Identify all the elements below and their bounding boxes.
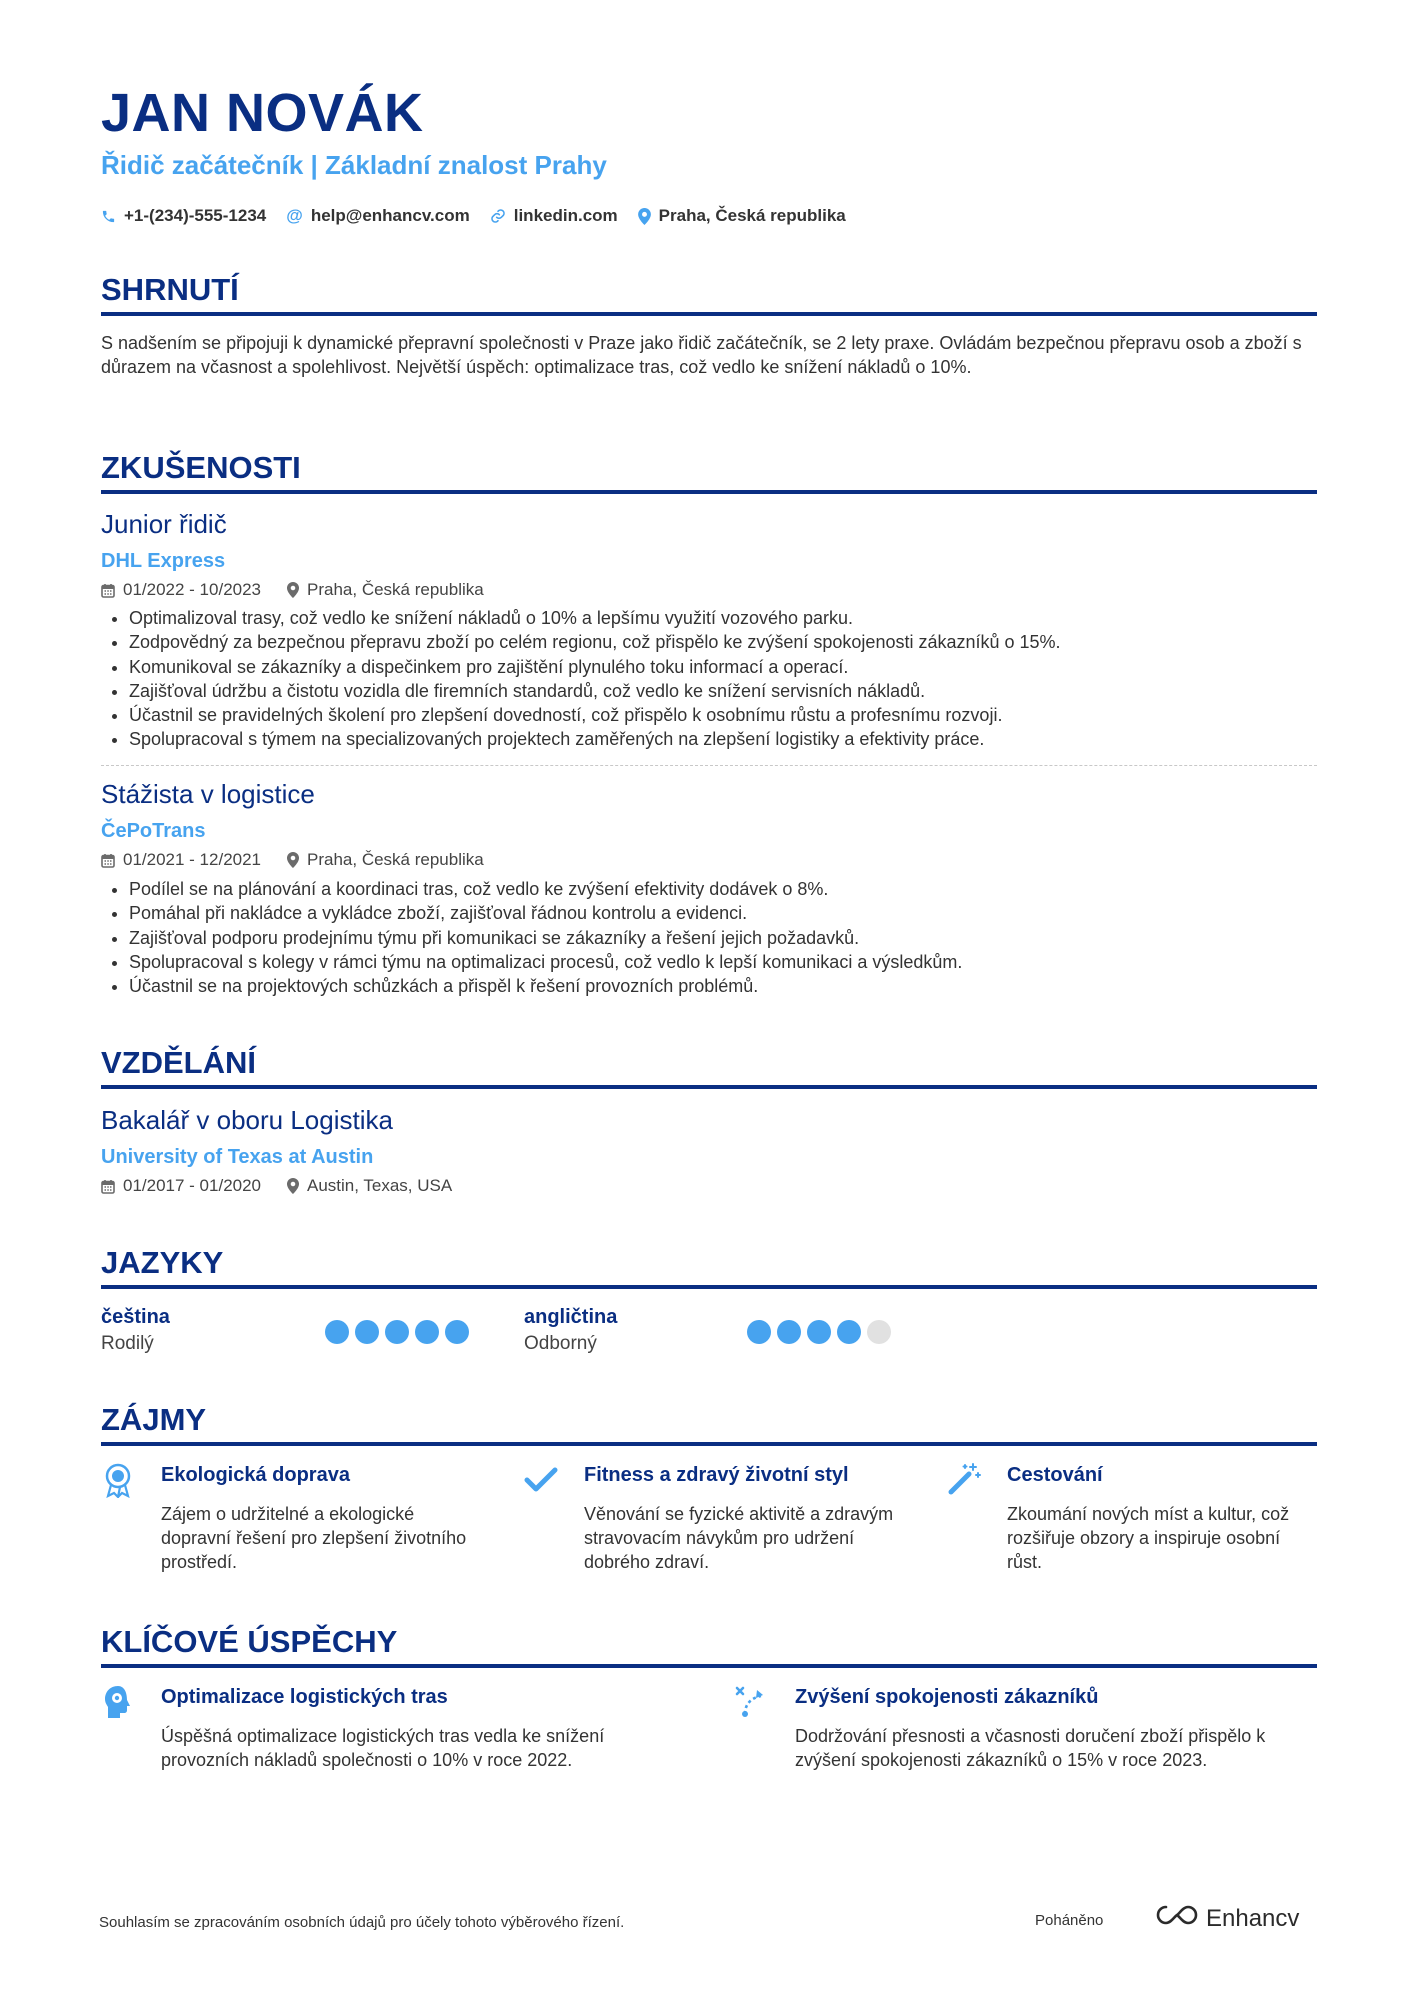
rating-dot-filled (747, 1320, 771, 1344)
rating-dot-filled (415, 1320, 439, 1344)
infinity-logo-icon (1154, 1903, 1200, 1934)
bullet-item: • Spolupracoval s kolegy v rámci týmu na optimalizaci procesů, což vedlo k lepší komunikaci a výsledkům. (129, 950, 1319, 974)
rating-dot-filled (445, 1320, 469, 1344)
bullet-item: • Podílel se na plánování a koordinaci tras, což vedlo ke zvýšení efektivity dodávek o 8%. (129, 877, 1319, 901)
section-title-interests: ZÁJMY (101, 1402, 1317, 1446)
interest-desc: Zájem o udržitelné a ekologické dopravní řešení pro zlepšení životního prostředí. (161, 1504, 467, 1572)
map-pin-icon (287, 852, 299, 868)
calendar-icon (101, 1179, 115, 1194)
job-location (287, 850, 484, 870)
bullet-item: • Zajišťoval podporu prodejnímu týmu při komunikaci se zákazníky a řešení jejich požadavků. (129, 926, 1319, 950)
job-meta (101, 850, 484, 870)
rating-dot-empty (867, 1320, 891, 1344)
contact-email[interactable] (286, 206, 470, 226)
at-icon: @ (286, 206, 303, 225)
degree-title: Bakalář v oboru Logistika (101, 1105, 393, 1135)
achievement-title: Optimalizace logistických tras (161, 1686, 448, 1708)
checkmark-icon (524, 1462, 558, 1496)
rating-dot-filled (355, 1320, 379, 1344)
job-dates (101, 580, 261, 600)
language-item (101, 1306, 170, 1355)
bullet-item: • Pomáhal při nakládce a vykládce zboží, zajišťoval řádnou kontrolu a evidenci. (129, 901, 1319, 925)
phone-icon (101, 209, 116, 224)
achievement-desc: Úspěšná optimalizace logistických tras vedla ke snížení provozních nákladů společnosti o 10% v roce 2022. (161, 1726, 605, 1770)
rating-dot-filled (837, 1320, 861, 1344)
email-text: help@enhancv.com (310, 206, 470, 225)
rating-dot-filled (325, 1320, 349, 1344)
interest-title: Cestování (1007, 1464, 1103, 1486)
bullet-item: • Zodpovědný za bezpečnou přepravu zboží po celém regionu, což přispělo ke zvýšení spokojenosti zákazníků o 15%. (129, 630, 1319, 654)
strategy-path-icon (735, 1684, 769, 1718)
section-title-languages: JAZYKY (101, 1245, 1317, 1289)
calendar-icon (101, 583, 115, 598)
brand-name: Enhancv (1206, 1904, 1300, 1932)
section-title-experience: ZKUŠENOSTI (101, 450, 1317, 494)
language-item (524, 1306, 617, 1355)
powered-by-label: Poháněno (1035, 1912, 1104, 1929)
language-name: čeština (101, 1306, 170, 1328)
education-dates (101, 1176, 261, 1196)
linkedin-text: linkedin.com (513, 206, 618, 225)
achievement-item (735, 1684, 1317, 1794)
achievement-title: Zvýšení spokojenosti zákazníků (795, 1686, 1099, 1708)
interest-item (524, 1462, 924, 1582)
language-level: Rodilý (101, 1333, 154, 1354)
contact-location (638, 206, 846, 226)
interest-title: Fitness a zdravý životní styl (584, 1464, 849, 1486)
bullet-item: • Komunikoval se zákazníky a dispečinkem pro zajištění plynulého toku informací a operací. (129, 655, 1319, 679)
job-divider (101, 765, 1317, 766)
map-pin-icon (287, 1178, 299, 1194)
headline: Řidič začátečník | Základní znalost Prahy (101, 150, 607, 180)
interest-desc: Zkoumání nových míst a kultur, což rozšiřuje obzory a inspiruje osobní růst. (1007, 1504, 1290, 1572)
section-title-summary: SHRNUTÍ (101, 272, 1317, 316)
contact-linkedin[interactable] (490, 206, 618, 226)
calendar-icon (101, 853, 115, 868)
bullet-item: • Účastnil se pravidelných školení pro zlepšení dovedností, což přispělo k osobnímu růstu a profesnímu rozvoji. (129, 703, 1319, 727)
brain-head-icon (101, 1684, 135, 1718)
candidate-name: JAN NOVÁK (101, 83, 424, 143)
achievement-item (101, 1684, 701, 1794)
award-ribbon-icon (101, 1462, 135, 1496)
education-location-text: Austin, Texas, USA (307, 1176, 453, 1195)
interest-title: Ekologická doprava (161, 1464, 350, 1486)
job-dates (101, 850, 261, 870)
map-pin-icon (287, 582, 299, 598)
job-role: Junior řidič (101, 509, 227, 539)
interest-desc: Věnování se fyzické aktivitě a zdravým stravovacím návykům pro udržení dobrého zdraví. (584, 1504, 894, 1572)
magic-wand-icon (947, 1462, 981, 1496)
job-location-text: Praha, Česká republika (307, 580, 484, 599)
rating-dot-filled (777, 1320, 801, 1344)
school-name: University of Texas at Austin (101, 1146, 374, 1168)
interest-item (101, 1462, 501, 1582)
interest-item (947, 1462, 1317, 1582)
education-meta (101, 1176, 452, 1196)
education-dates-text: 01/2017 - 01/2020 (123, 1176, 262, 1195)
bullet-item: • Optimalizoval trasy, což vedlo ke snížení nákladů o 10% a lepšímu využití vozového parku. (129, 606, 1319, 630)
section-title-achievements: KLÍČOVÉ ÚSPĚCHY (101, 1624, 1317, 1668)
job-meta (101, 580, 484, 600)
education-location (287, 1176, 452, 1196)
job-role: Stážista v logistice (101, 779, 315, 809)
phone-text: +1-(234)-555-1234 (124, 206, 267, 225)
contact-phone[interactable] (101, 206, 266, 226)
location-text: Praha, Česká republika (658, 206, 846, 225)
achievement-desc: Dodržování přesnosti a včasnosti doručení zboží přispělo k zvýšení spokojenosti zákazníků o 15% v roce 2023. (795, 1726, 1266, 1770)
consent-note: Souhlasím se zpracováním osobních údajů pro účely tohoto výběrového řízení. (99, 1914, 625, 1931)
rating-dot-filled (807, 1320, 831, 1344)
job-location (287, 580, 484, 600)
contact-bar (101, 206, 846, 226)
job-company: ČePoTrans (101, 820, 206, 842)
summary-text: S nadšením se připojuji k dynamické přepravní společnosti v Praze jako řidič začátečník, se 2 lety praxe. Ovládám bezpečnou přepravu osob a zboží s důrazem na včasnost a spolehlivost. Největší úspěch: optimalizace tras, což vedlo ke snížení nákladů o 10%. (101, 333, 1302, 377)
job-location-text: Praha, Česká republika (307, 850, 484, 869)
language-level: Odborný (524, 1333, 597, 1354)
language-rating (747, 1320, 891, 1344)
link-icon (490, 208, 506, 224)
job-bullets (101, 606, 1319, 752)
section-title-education: VZDĚLÁNÍ (101, 1045, 1317, 1089)
language-name: angličtina (524, 1306, 618, 1328)
job-dates-text: 01/2021 - 12/2021 (123, 850, 262, 869)
job-bullets (101, 877, 1319, 998)
map-pin-icon (638, 208, 651, 225)
rating-dot-filled (385, 1320, 409, 1344)
bullet-item: • Zajišťoval údržbu a čistotu vozidla dle firemních standardů, což vedlo ke snížení servisních nákladů. (129, 679, 1319, 703)
language-rating (325, 1320, 469, 1344)
bullet-item: • Účastnil se na projektových schůzkách a přispěl k řešení provozních problémů. (129, 974, 1319, 998)
bullet-item: • Spolupracoval s týmem na specializovaných projektech zaměřených na zlepšení logistiky a efektivity práce. (129, 727, 1319, 751)
job-dates-text: 01/2022 - 10/2023 (123, 580, 262, 599)
enhancv-logo[interactable] (1154, 1903, 1299, 1934)
job-company: DHL Express (101, 550, 226, 572)
